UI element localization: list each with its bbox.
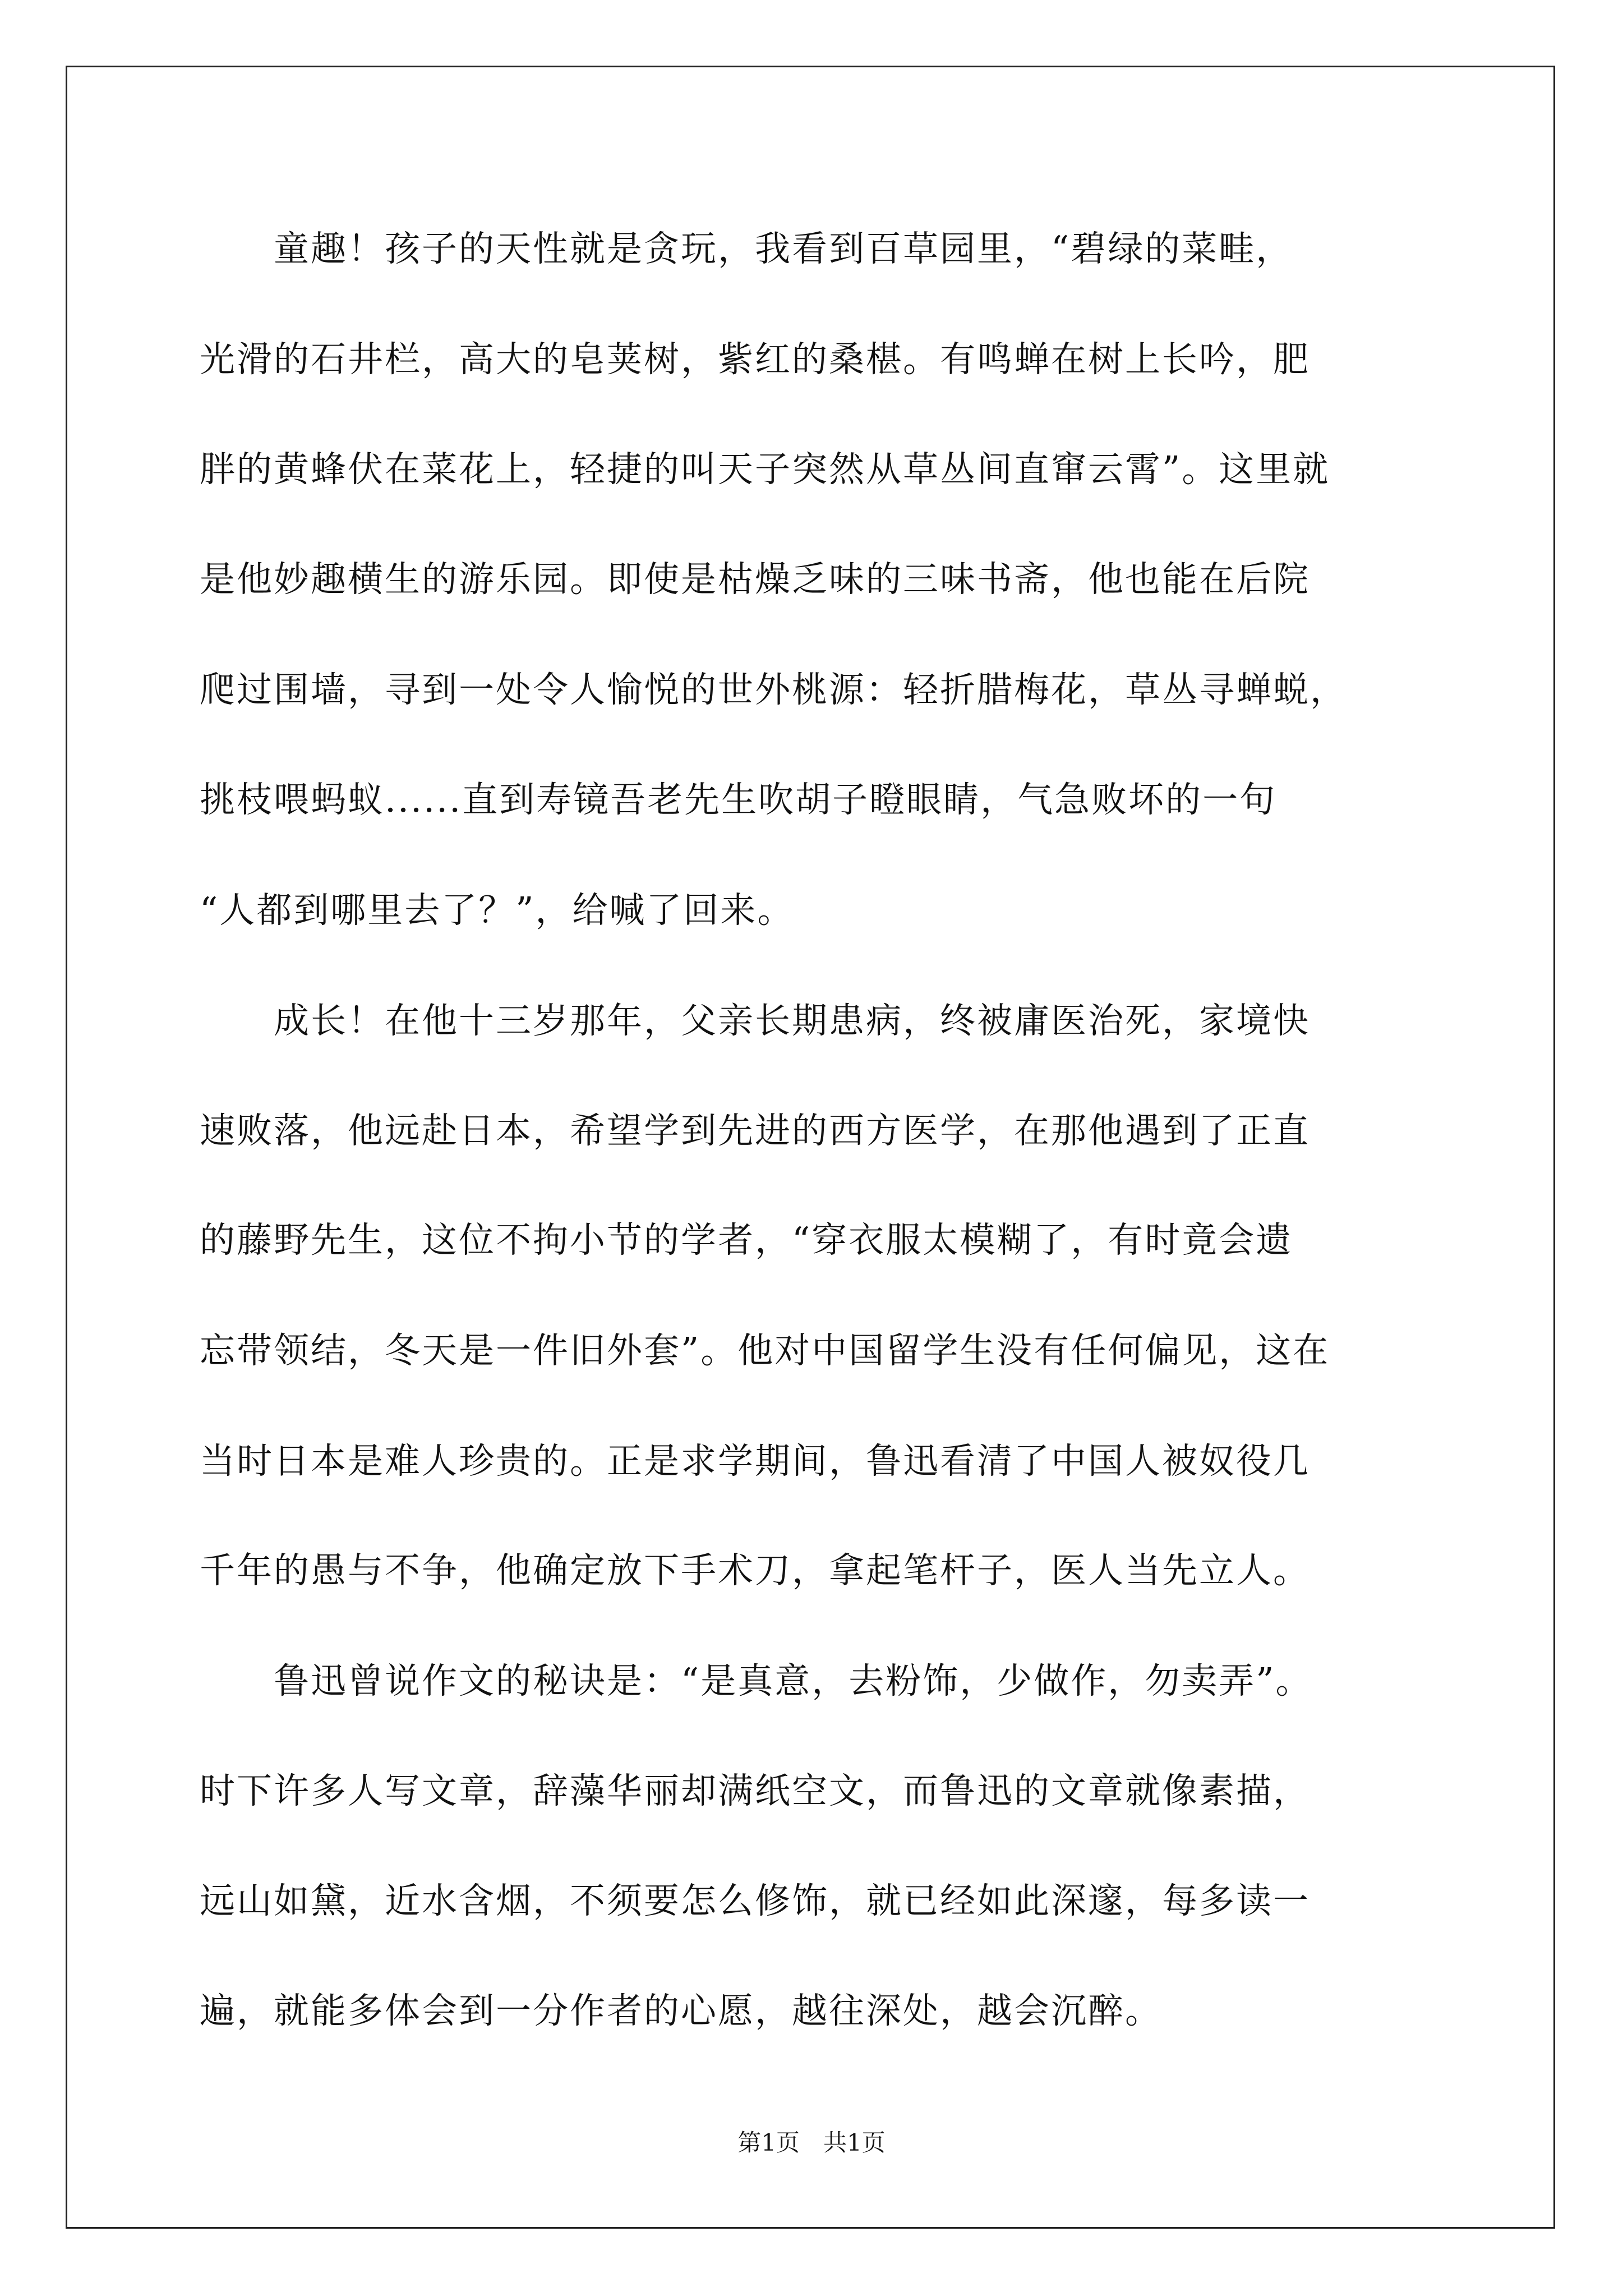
text-line: 挑枝喂蚂蚁......直到寿镜吾老先生吹胡子瞪眼睛，气急败坏的一句 [200,779,1277,820]
text-line: 是他妙趣横生的游乐园。即使是枯燥乏味的三味书斋，他也能在后院 [200,559,1310,600]
text-line: 的藤野先生，这位不拘小节的学者，“穿衣服太模糊了，有时竟会遗 [200,1220,1293,1260]
text-line: 光滑的石井栏，高大的皂荚树，紫红的桑椹。有鸣蝉在树上长吟，肥 [200,339,1310,380]
text-line: 远山如黛，近水含烟，不须要怎么修饰，就已经如此深邃，每多读一 [200,1880,1310,1921]
page-number-footer: 第1页 共1页 [737,2129,886,2156]
text-line: 胖的黄蜂伏在菜花上，轻捷的叫天子突然从草丛间直窜云霄”。这里就 [200,449,1330,490]
text-line: 速败落，他远赴日本，希望学到先进的西方医学，在那他遇到了正直 [200,1110,1310,1151]
text-line: 遍，就能多体会到一分作者的心愿，越往深处，越会沉醉。 [200,1990,1162,2031]
text-line: 童趣！孩子的天性就是贪玩，我看到百草园里，“碧绿的菜畦， [200,228,1293,269]
text-line: 当时日本是难人珍贵的。正是求学期间，鲁迅看清了中国人被奴役几 [200,1441,1310,1481]
text-line: 时下许多人写文章，辞藻华丽却满纸空文，而鲁迅的文章就像素描， [200,1770,1310,1811]
text-line: 成长！在他十三岁那年，父亲长期患病，终被庸医治死，家境快 [200,1000,1310,1041]
text-line: 鲁迅曾说作文的秘诀是：“是真意，去粉饰，少做作，勿卖弄”。 [200,1660,1313,1701]
text-line: 忘带领结，冬天是一件旧外套”。他对中国留学生没有任何偏见，这在 [200,1330,1330,1371]
text-line: “人都到哪里去了？”，给喊了回来。 [200,890,795,931]
text-line: 爬过围墙，寻到一处令人愉悦的世外桃源：轻折腊梅花，草丛寻蝉蜕， [200,669,1347,710]
text-line: 千年的愚与不争，他确定放下手术刀，拿起笔杆子，医人当先立人。 [200,1550,1310,1591]
